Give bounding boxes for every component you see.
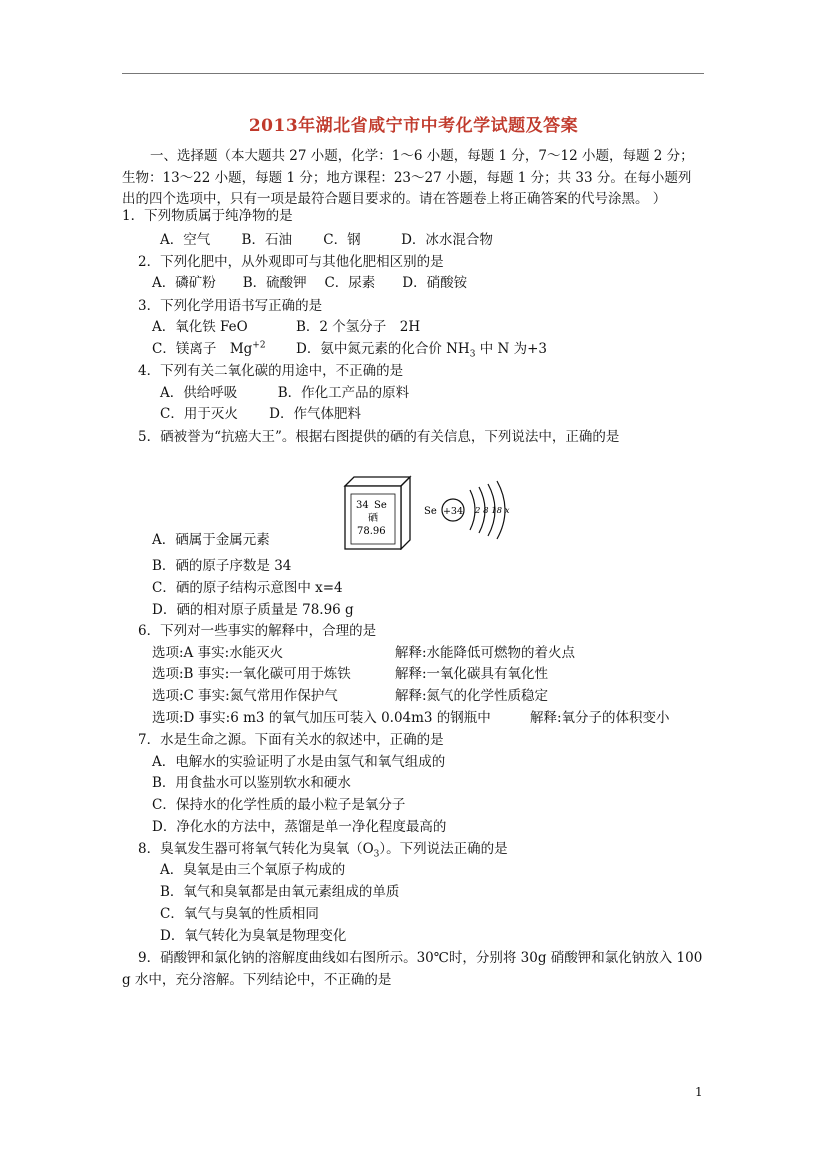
- q7-option-a: A．电解水的实验证明了水是由氢气和氧气组成的: [152, 754, 446, 770]
- q6-explain-b: 解释:一氧化碳具有氧化性: [395, 666, 549, 682]
- q5-option-b: B．硒的原子序数是 34: [152, 558, 292, 574]
- atom-diagram: [424, 481, 510, 539]
- q6-explain-d: 解释:氧分子的体积变小: [530, 710, 670, 726]
- q8-stem: [138, 840, 508, 858]
- q7-option-c: C．保持水的化学性质的最小粒子是氧分子: [152, 797, 406, 813]
- q3-option-c-charge: +2: [252, 340, 266, 351]
- q6-fact-d: 选项:D 事实:6 m3 的氧气加压可装入 0.04m3 的钢瓶中: [152, 710, 491, 726]
- page-number: 1: [695, 1085, 703, 1099]
- nucleus-charge: +34: [442, 506, 464, 517]
- q6-explain-c: 解释:氮气的化学性质稳定: [395, 688, 549, 704]
- q3-option-d-text: D．氨中氮元素的化合价 NH: [296, 341, 470, 357]
- shell-electron-counts: 2 8 18 x: [475, 506, 510, 516]
- q3-option-b: B．2 个氢分子 2H: [296, 319, 421, 335]
- q1-options: A．空气 B．石油 C．钢 D．冰水混合物: [160, 232, 493, 248]
- section-intro: [122, 146, 710, 211]
- q7-stem: 7．水是生命之源。下面有关水的叙述中，正确的是: [138, 732, 444, 748]
- q5-option-a: A．硒属于金属元素: [152, 532, 270, 548]
- q8-option-a: A．臭氧是由三个氧原子构成的: [160, 862, 346, 878]
- q8-option-d: D．氧气转化为臭氧是物理变化: [160, 928, 347, 944]
- q9-line-2: g 水中，充分溶解。下列结论中，不正确的是: [122, 972, 392, 988]
- q5-stem: 5．硒被誉为“抗癌大王”。根据右图提供的硒的有关信息，下列说法中，正确的是: [138, 429, 620, 445]
- header-rule: [122, 73, 704, 74]
- q5-option-c: C．硒的原子结构示意图中 x=4: [152, 580, 343, 596]
- intro-line: 一、选择题（本大题共 27 小题，化学：1～6 小题，每题 1 分，7～12 小题，每题 2 分；: [150, 148, 694, 164]
- q8-option-b: B．氧气和臭氧都是由氧元素组成的单质: [160, 884, 400, 900]
- intro-line: 生物：13～22 小题，每题 1 分；地方课程：23～27 小题，每题 1 分；共 33 分。在每小题列: [122, 169, 692, 186]
- document-title: 2013年湖北省咸宁市中考化学试题及答案: [248, 116, 579, 136]
- q6-fact-a: 选项:A 事实:水能灭火: [152, 645, 284, 661]
- element-card: [345, 477, 410, 549]
- q6-fact-c: 选项:C 事实:氮气常用作保护气: [152, 688, 338, 704]
- q3-option-a: A．氧化铁 FeO: [152, 319, 248, 335]
- q1-stem: 1．下列物质属于纯净物的是: [122, 208, 293, 224]
- q8-stem-text: 8．臭氧发生器可将氧气转化为臭氧（O: [138, 841, 374, 857]
- q8-stem-tail: ）。下列说法正确的是: [379, 841, 508, 857]
- element-name: 硒: [368, 513, 378, 524]
- element-mass: 78.96: [357, 526, 386, 537]
- q2-stem: 2．下列化肥中，从外观即可与其他化肥相区别的是: [138, 254, 444, 270]
- selenium-figure: [342, 474, 514, 550]
- q3-option-c: [152, 340, 266, 358]
- q3-option-c-text: C．镁离子 Mg: [152, 341, 253, 357]
- element-number: 34: [356, 500, 369, 511]
- atom-symbol: Se: [424, 506, 437, 517]
- q4-options-cd: C．用于灭火 D．作气体肥料: [160, 406, 361, 422]
- q7-option-b: B．用食盐水可以鉴别软水和硬水: [152, 775, 351, 791]
- q4-options-ab: A．供给呼吸 B．作化工产品的原料: [160, 385, 410, 401]
- q9-line-1: 9．硝酸钾和氯化钠的溶解度曲线如右图所示。30℃时，分别将 30g 硝酸钾和氯化钠放入 100: [138, 950, 703, 966]
- q8-option-c: C．氧气与臭氧的性质相同: [160, 906, 319, 922]
- q3-option-d-sub: 3: [469, 349, 476, 360]
- q4-stem: 4．下列有关二氧化碳的用途中，不正确的是: [138, 363, 404, 379]
- q8-stem-sub: 3: [373, 849, 380, 860]
- q3-option-d: [296, 340, 547, 358]
- intro-line: 出的四个选项中，只有一项是最符合题目要求的。请在答题卷上将正确答案的代号涂黑。 ）: [122, 191, 667, 207]
- q5-option-d: D．硒的相对原子质量是 78.96 g: [152, 602, 354, 618]
- q3-option-d-tail: 中 N 为+3: [475, 341, 548, 357]
- q7-option-d: D．净化水的方法中，蒸馏是单一净化程度最高的: [152, 819, 447, 835]
- q6-stem: 6．下列对一些事实的解释中，合理的是: [138, 623, 377, 639]
- q6-explain-a: 解释:水能降低可燃物的着火点: [395, 645, 576, 661]
- q2-options: A．磷矿粉 B．硫酸钾 C．尿素 D．硝酸铵: [152, 275, 468, 291]
- q6-fact-b: 选项:B 事实:一氧化碳可用于炼铁: [152, 666, 351, 682]
- element-symbol: Se: [374, 500, 387, 511]
- q3-stem: 3．下列化学用语书写正确的是: [138, 298, 323, 314]
